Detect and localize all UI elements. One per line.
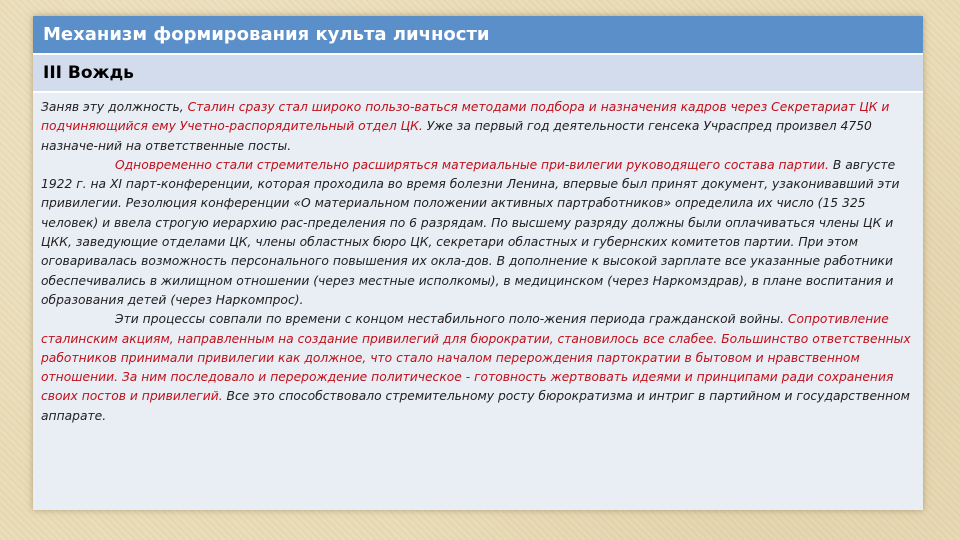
text-segment: В августе 1922 г. на XI парт-конференции, которая проходила во время болезни Ленина, впервые был принят документ, узаконивавший эти привилегии. Резолюция конференции «О материальном положении активных партработников» определила их число (15 325 человек) и ввела строгую иерархию рас-пределения по 6 разрядам. По высшему разряду должны были оплачиваться члены ЦК и ЦКК, заведующие отделами ЦК, члены областных бюро ЦК, секретари областных и губернских комитетов партии. При этом оговаривалась возможность персонального повышения их окла-дов. В дополнение к высокой зарплате все указанные работники обеспечивались в жилищном отношении (через местные исполкомы), в медицинском (через Наркомздрав), в плане воспитания и образования детей (через Наркомпрос). — [41, 157, 900, 307]
text-segment: Уже за первый год деятельности генсека Учраспред произвел 4750 назначе-ний на ответственные посты. — [41, 119, 872, 153]
slide-subtitle: III Вождь — [43, 63, 134, 83]
text-segment: Заняв эту должность, — [41, 100, 188, 114]
slide-title: Механизм формирования культа личности — [43, 24, 490, 45]
text-segment-highlight: Одновременно стали стремительно расширяться материальные при-вилегии руководящего состава партии. — [115, 157, 829, 172]
subtitle-row — [33, 55, 923, 93]
title-row — [33, 16, 923, 55]
body-cell — [33, 93, 923, 510]
text-segment: Все это способствовало стремительному росту бюрократизма и интриг в партийном и государственном аппарате. — [41, 389, 910, 423]
text-segment-highlight: Сталин сразу стал широко пользо-ваться методами подбора и назначения кадров через Секретариат ЦК и подчиняющийся ему Учетно-распорядительный отдел ЦК. — [41, 100, 890, 134]
text-segment-highlight: Сопротивление сталинским акциям, направленным на создание привилегий для бюрократии, становилось все слабее. Большинство ответственных работников принимали привилегии как должное, что стало началом перерождения партократии в бытовом и нравственном отношении. За ним последовало и перерождение политическое - готовность жертвовать идеями и принципами ради сохранения своих постов и привилегий. — [41, 312, 911, 404]
slide-table — [33, 16, 923, 510]
text-segment: Эти процессы совпали по времени с концом нестабильного поло-жения периода гражданской войны. — [115, 312, 788, 327]
body-text — [41, 98, 915, 426]
